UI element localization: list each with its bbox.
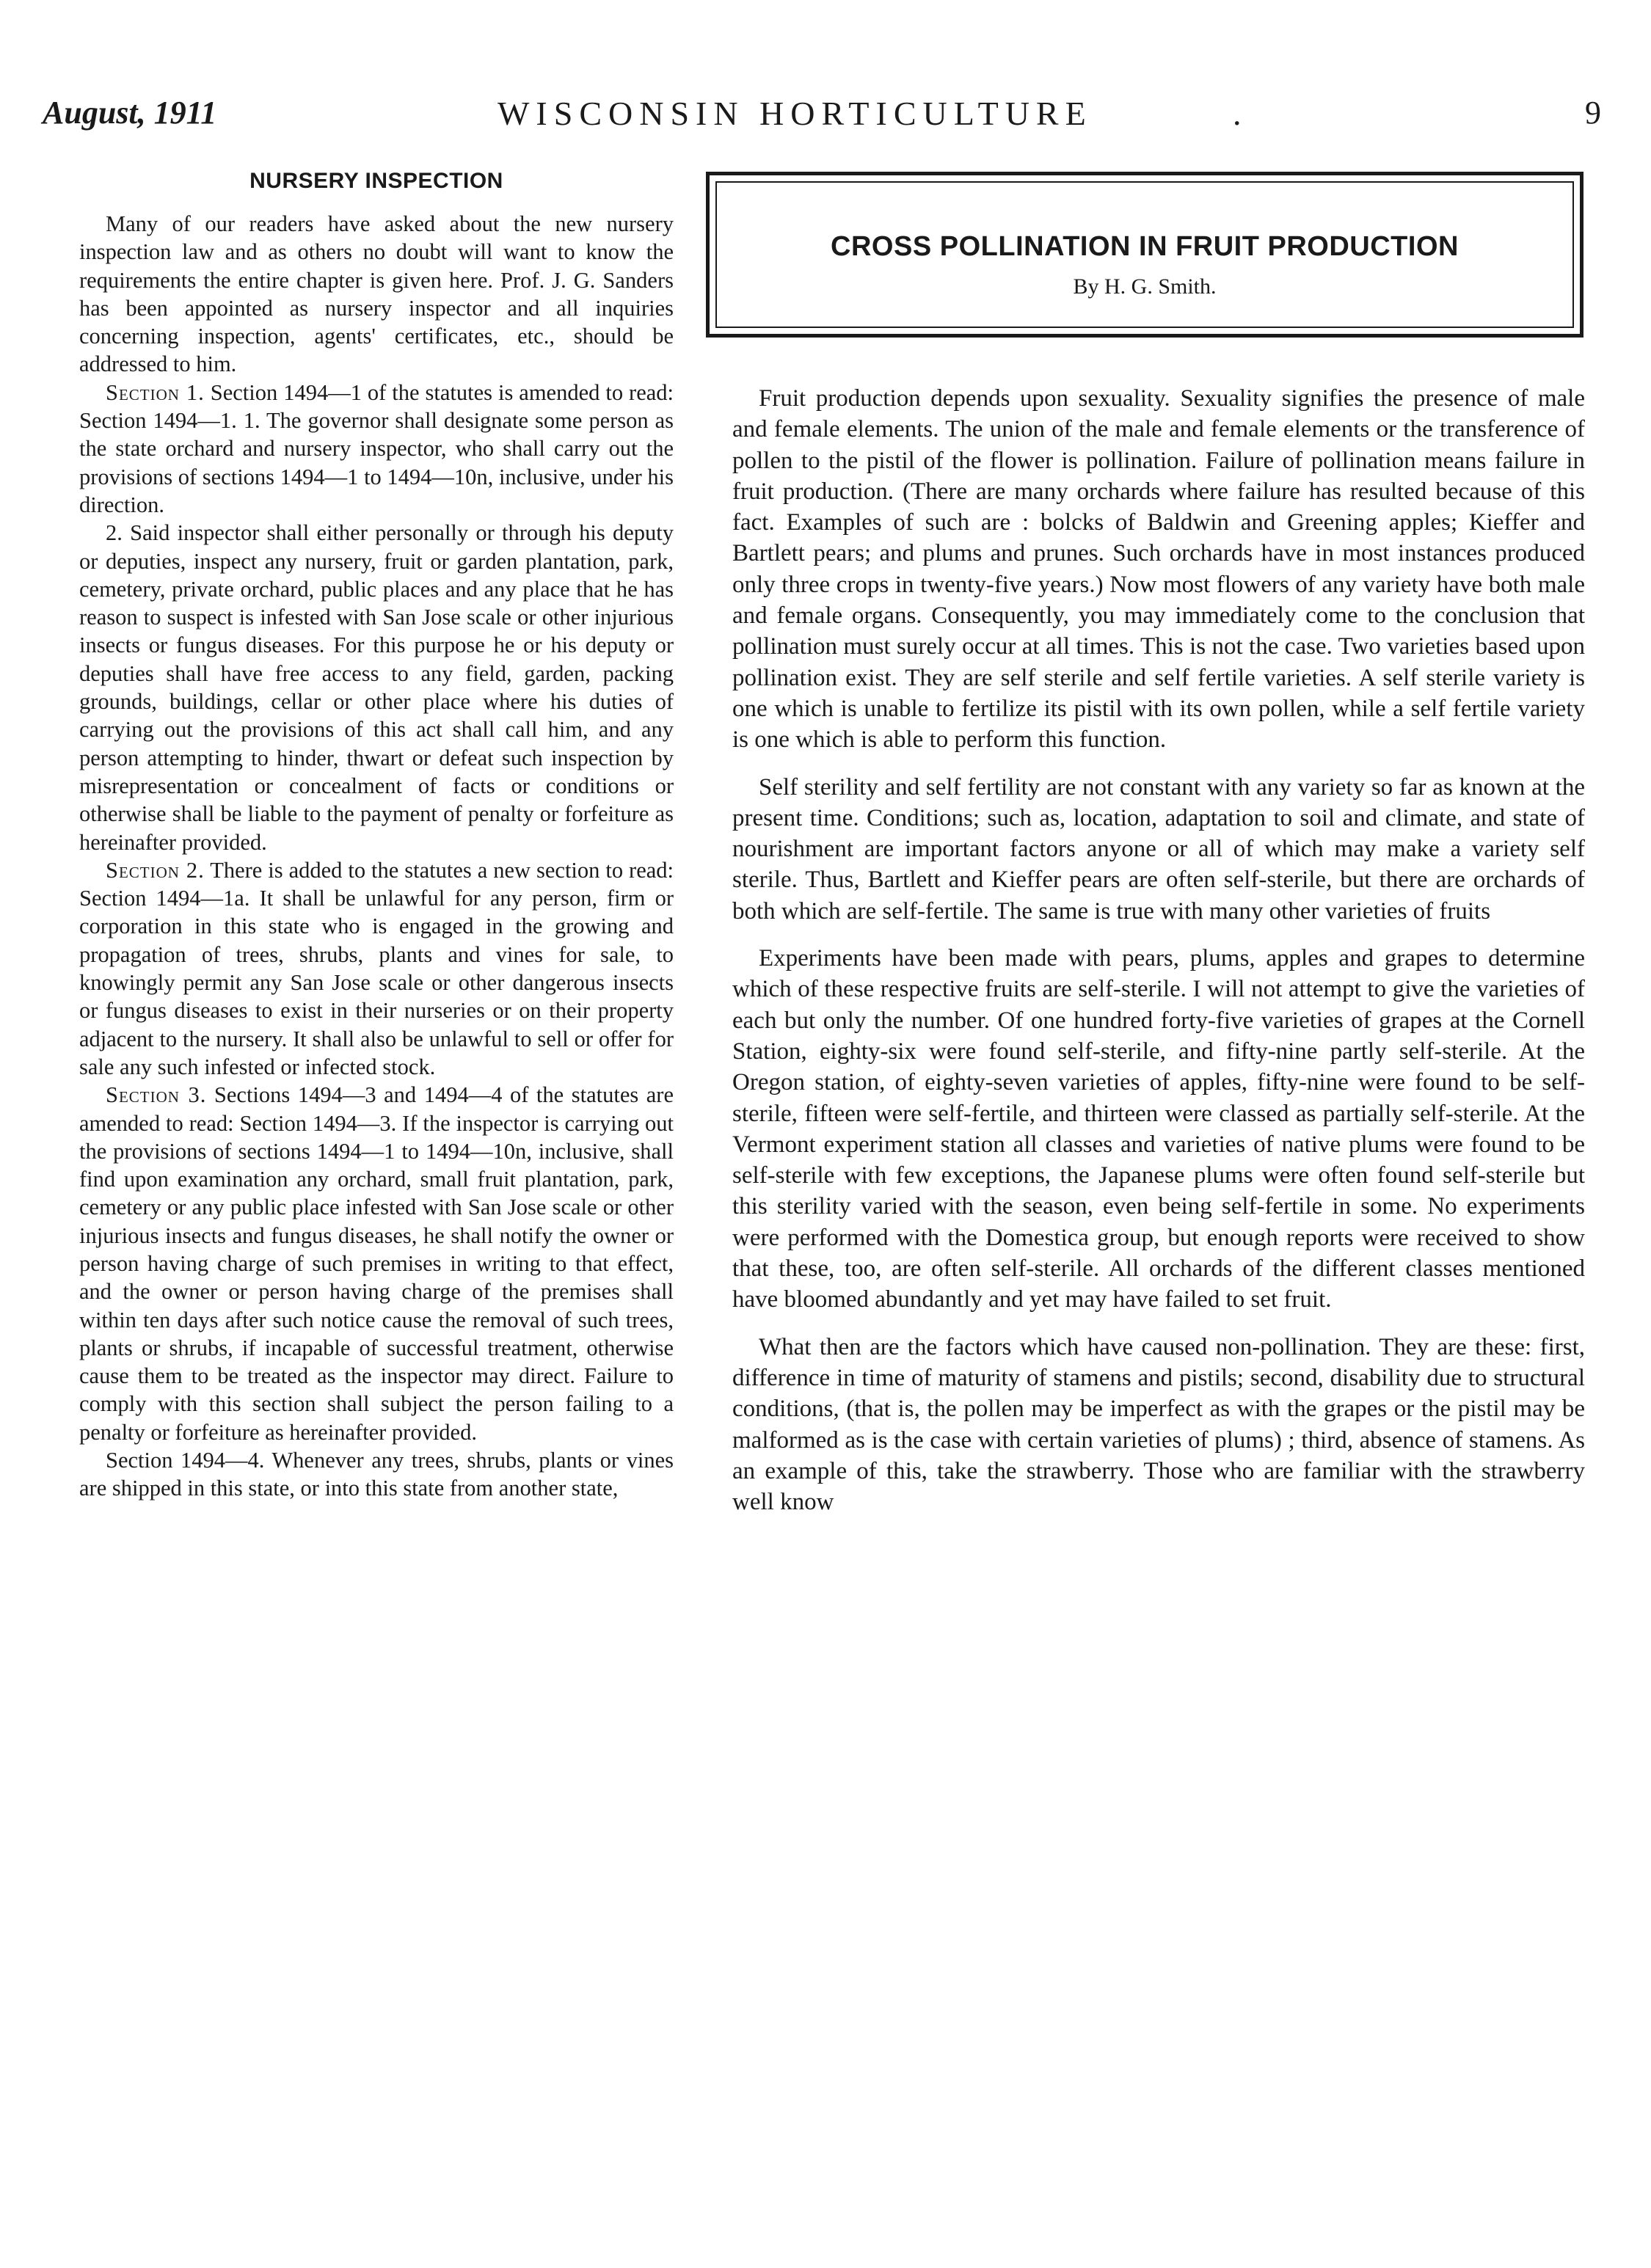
publication-title: WISCONSIN HORTICULTURE (498, 95, 1093, 132)
nursery-inspection-text (79, 210, 674, 1503)
article-paragraph: Experiments have been made with pears, plums, apples and grapes to determine which of these respective fruits are self-sterile. I will not attempt to give the varieties of each but only the number. Of one hundred forty-five varieties of grapes at the Cornell Station, eighty-six were found self-sterile, and fifty-nine partly self-sterile. At the Oregon station, of eighty-seven varieties of apples, fifty-nine were found to be self-sterile, fifteen were self-fertile, and thirteen were classed as partially self-sterile. At the Vermont experiment station all classes and varieties of native plums were found to be self-sterile with few exceptions, the Japanese plums were often found self-sterile but this sterility varied with the season, even being self-fertile in some. No experiments were performed with the Domestica group, but enough reports were received to show that these, too, are often self-sterile. All orchards of the different classes mentioned have bloomed abundantly and yet may have failed to set fruit. (732, 945, 1585, 1313)
article-paragraph: What then are the factors which have caused non-pollination. They are these: first, difference in time of maturity of stamens and pistils; second, disability due to structural conditions, (that is, the pollen may be imperfect as with the grapes or the pistil may be malformed as is the case with certain varieties of plums) ; third, absence of stamens. As an example of this, take the strawberry. Those who are familiar with the strawberry well know (732, 1333, 1585, 1516)
article-title-box (706, 172, 1583, 338)
cross-pollination-text (704, 383, 1585, 1517)
section-3-label: Section 3. (106, 1082, 207, 1108)
section-1-part-2-paragraph: 2. Said inspector shall either personally or through his deputy or deputies, inspect any nursery, fruit or garden plantation, park, cemetery, private orchard, public places and any place that he has reason to suspect is infested with San Jose scale or other injurious insects or fungus diseases. For this purpose he or his deputy or deputies shall have free access to any field, garden, packing grounds, buildings, cellar or other place where his duties of carrying out the provisions of this act shall call him, and any person attempting to hinder, thwart or defeat such inspection by misrepresentation or concealment of facts or conditions or otherwise shall be liable to the payment of penalty or forfeiture as hereinafter provided. (79, 520, 674, 855)
section-1-paragraph (79, 379, 674, 519)
section-2-label: Section 2. (106, 857, 205, 883)
article-paragraph: Fruit production depends upon sexuality. Sexuality signifies the presence of male and female elements. The union of the male and female elements or the transference of pollen to the pistil of the flower is pollination. Failure of pollination means failure in fruit production. (There are many orchards where failure has resulted because of this fact. Examples of such are : bolcks of Baldwin and Greening apples; Kieffer and Bartlett pears; and plums and prunes. Such orchards have in most instances produced only three crops in twenty-five years.) Now most flowers of any variety have both male and female organs. Consequently, you may immediately come to the conclusion that pollination must surely occur at all times. This is not the case. Two varieties based upon pollination exist. They are self sterile and self fertile varieties. A self sterile variety is one which is unable to fertilize its pistil with its own pollen, while a self fertile variety is one which is able to perform this function. (732, 385, 1585, 754)
article-title: CROSS POLLINATION IN FRUIT PRODUCTION (831, 231, 1459, 262)
section-3-text: Sections 1494—3 and 1494—4 of the statutes are amended to read: Section 1494—3. If the inspector is carrying out the provisions of sections 1494—1 to 1494—10n, inclusive, shall find upon examination any orchard, small fruit plantation, park, cemetery or any public place infested with San Jose scale or other injurious insects and fungus diseases, he shall notify the owner or person having charge of such premises in writing to that effect, and the owner or person having charge of the premises shall within ten days after such notice cause the removal of such trees, plants or shrubs, if incapable of successful treatment, otherwise cause them to be treated as the inspector may direct. Failure to comply with this section shall subject the person failing to a penalty or forfeiture as hereinafter provided. (79, 1082, 674, 1445)
section-3-paragraph (79, 1081, 674, 1446)
article-byline: By H. G. Smith. (1073, 274, 1217, 299)
article-paragraph: Self sterility and self fertility are not constant with any variety so far as known at the present time. Conditions; such as, location, adaptation to soil and climate, and state of nourishment are important factors anyone or all of which may make a variety self sterile. Thus, Bartlett and Kieffer pears are often self-sterile, but there are orchards of both which are self-fertile. The same is true with many other varieties of fruits (732, 773, 1585, 925)
header-dot: . (1233, 95, 1242, 132)
nursery-inspection-heading: NURSERY INSPECTION (249, 169, 503, 193)
section-2-text: There is added to the statutes a new section to read: Section 1494—1a. It shall be unlawful for any person, firm or corporation in this state who is engaged in the growing and propagation of trees, shrubs, plants and vines for sale, to knowingly permit any San Jose scale or other dangerous insects or fungus diseases to exist in their nurseries or on their property adjacent to the nursery. It shall also be unlawful to sell or offer for sale any such infested or infected stock. (79, 857, 674, 1079)
intro-paragraph: Many of our readers have asked about the new nursery inspection law and as others no doubt will want to know the requirements the entire chapter is given here. Prof. J. G. Sanders has been appointed as nursery inspector and all inquiries concerning inspection, agents' certificates, etc., should be addressed to him. (79, 211, 674, 377)
section-2-paragraph (79, 856, 674, 1081)
issue-date: August, 1911 (43, 95, 217, 131)
section-4-paragraph: Section 1494—4. Whenever any trees, shrubs, plants or vines are shipped in this state, or into this state from another state, (79, 1448, 674, 1501)
right-column (704, 169, 1585, 1534)
left-column (79, 169, 674, 1503)
page-header (43, 94, 1601, 138)
page-number: 9 (1585, 95, 1601, 131)
section-1-text: Section 1494—1 of the statutes is amended to read: Section 1494—1. 1. The governor shall designate some person as the state orchard and nursery inspector, who shall carry out the provisions of sections 1494—1 to 1494—10n, inclusive, under his direction. (79, 379, 674, 517)
title-box-inner-border (715, 181, 1574, 328)
section-1-label: Section 1. (106, 379, 205, 405)
